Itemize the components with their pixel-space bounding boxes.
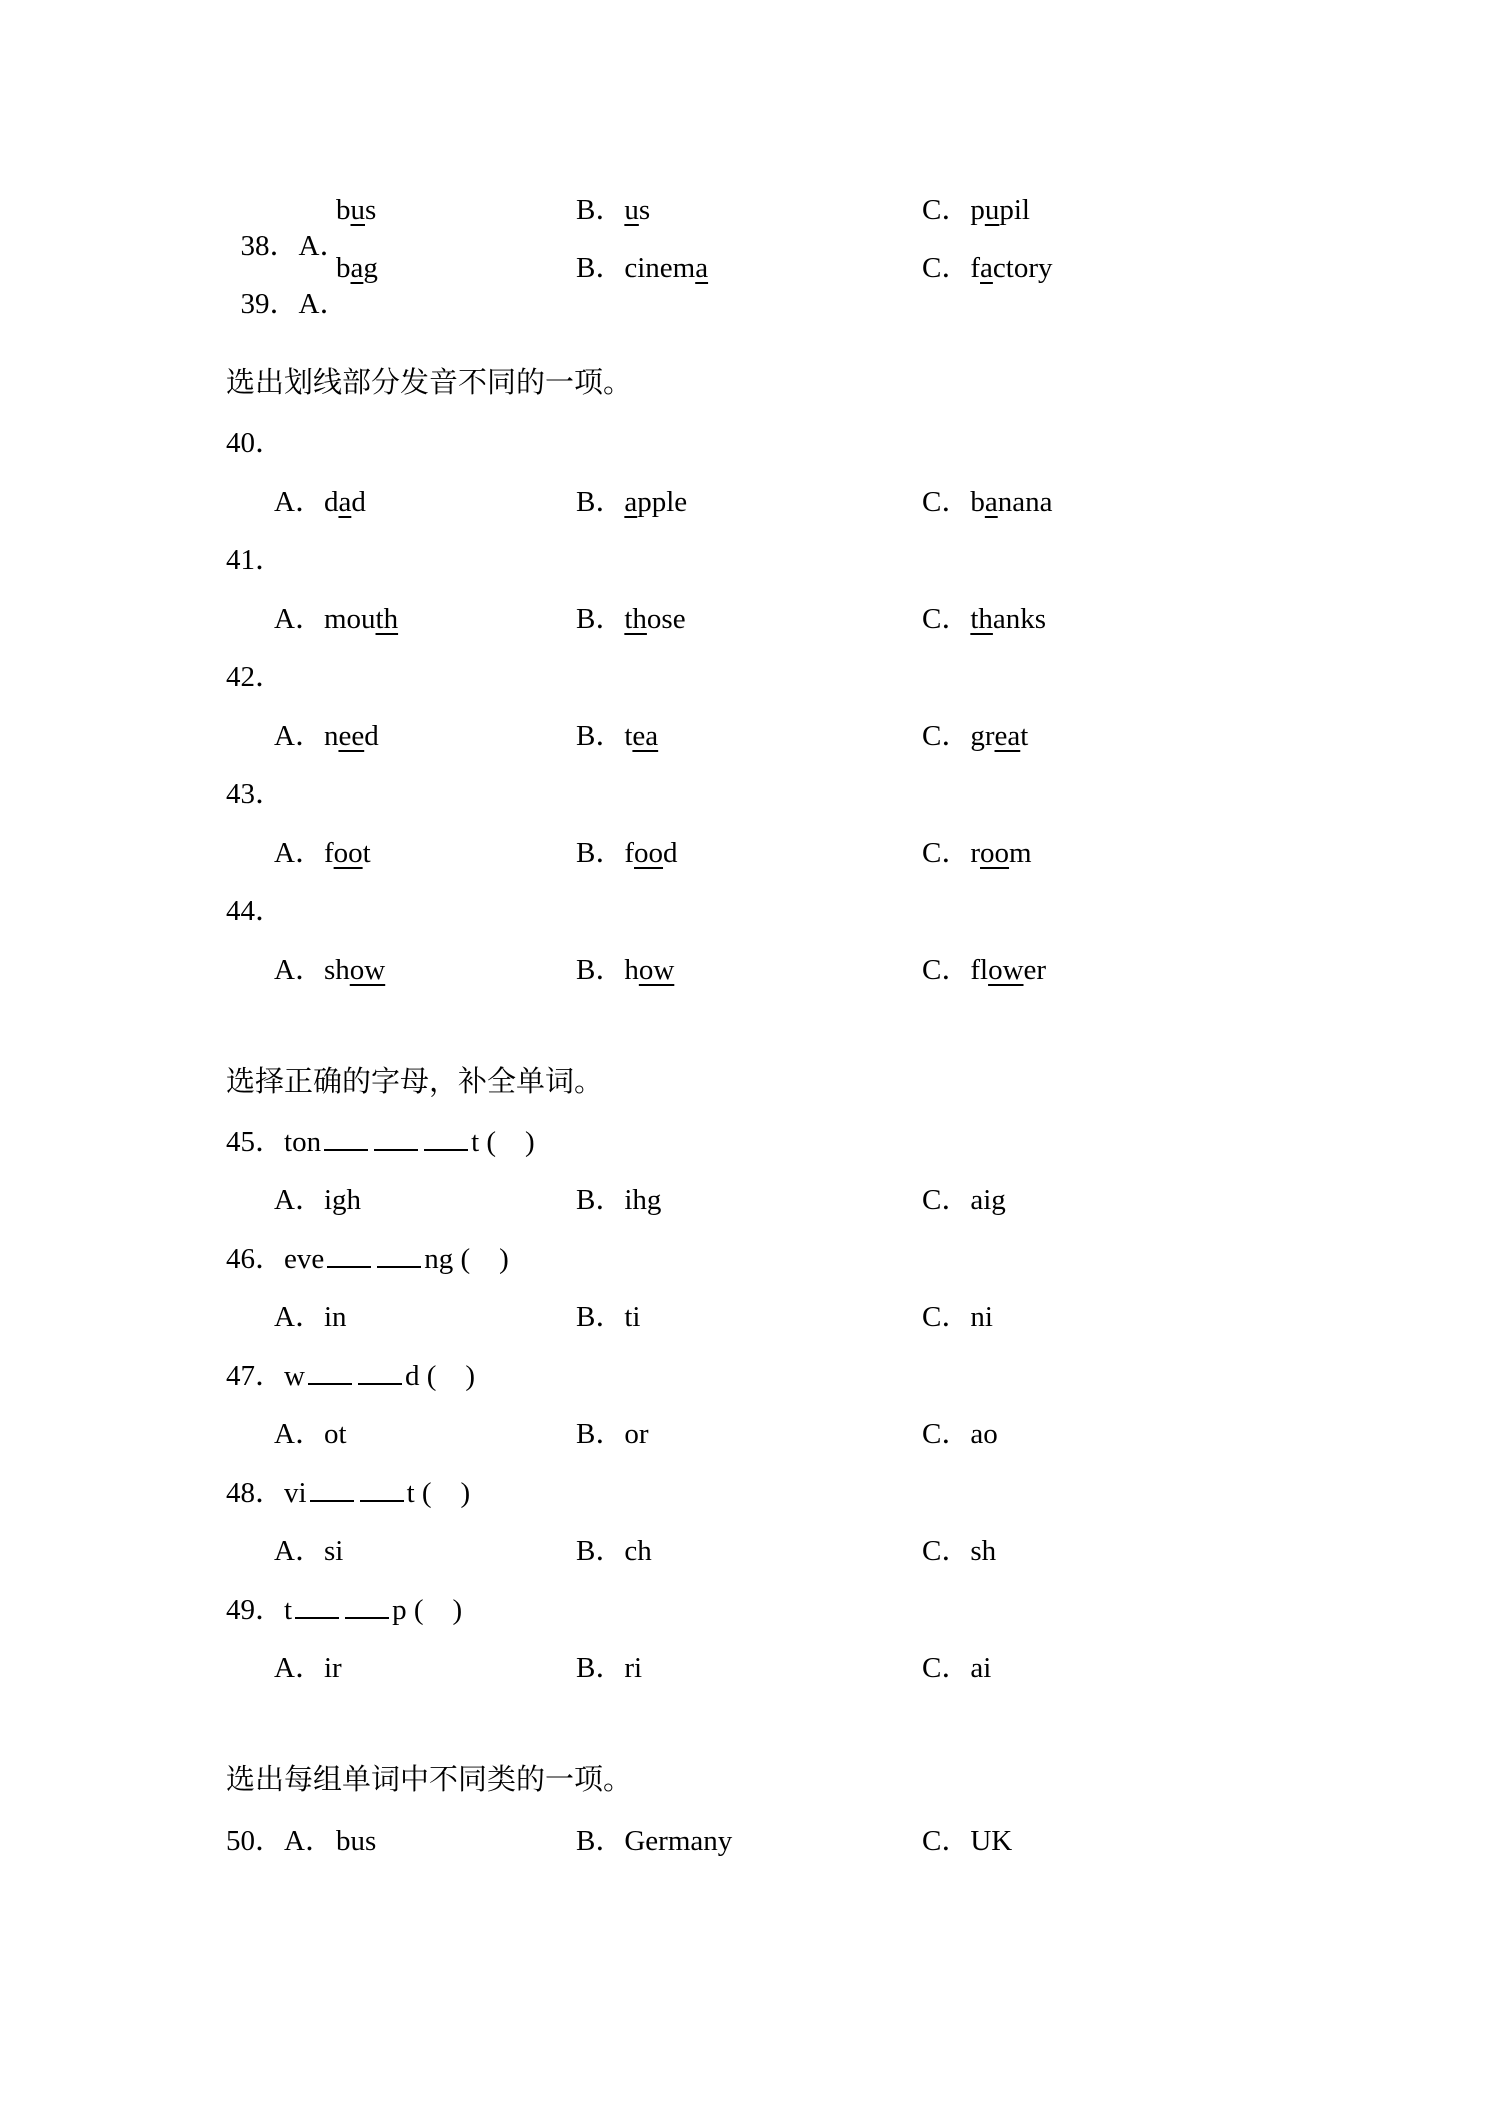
option-c-label: C． — [922, 603, 971, 635]
word-part: anks — [992, 603, 1047, 635]
underlined-part: ee — [338, 720, 365, 752]
option-b — [576, 1650, 642, 1686]
option-c-label: C． — [922, 837, 971, 869]
word-part: f — [624, 837, 635, 869]
word-part: ctory — [992, 252, 1053, 284]
word-part: b — [970, 486, 985, 518]
word-part: gr — [970, 720, 995, 752]
word-part: t — [1020, 720, 1029, 752]
option-c-label: C． — [922, 194, 971, 226]
option-c — [922, 192, 1030, 228]
underlined-part: u — [350, 194, 365, 226]
stem-text: ng — [424, 1243, 454, 1275]
word-part: f — [970, 252, 981, 284]
word-part: h — [624, 954, 639, 986]
question-46-stem — [226, 1240, 509, 1276]
stem-text: ton — [284, 1126, 322, 1158]
option-a — [274, 1182, 361, 1218]
option-a-label: A． — [274, 954, 324, 986]
option-c-label: C． — [922, 252, 971, 284]
option-c — [922, 1416, 998, 1452]
option-c-label: C． — [922, 1652, 971, 1684]
option-text: ir — [323, 1652, 342, 1684]
option-b-label: B． — [576, 486, 625, 518]
underlined-part: a — [984, 486, 998, 518]
option-a — [274, 601, 398, 637]
option-c — [922, 718, 1028, 754]
option-a-label: A． — [274, 1301, 324, 1333]
option-b — [576, 601, 686, 637]
option-b — [576, 484, 687, 520]
word-part: p — [970, 194, 985, 226]
question-number: 46． — [226, 1243, 285, 1275]
option-c — [922, 484, 1052, 520]
answer-paren: ( ) — [426, 1360, 476, 1392]
option-a-label: A． — [274, 720, 324, 752]
option-c-label: C． — [922, 1418, 971, 1450]
option-c — [922, 1823, 1012, 1859]
option-text: ihg — [624, 1184, 662, 1216]
option-a-label: A． — [298, 288, 349, 320]
blank — [374, 1123, 418, 1151]
option-b-label: B． — [576, 252, 625, 284]
stem-text: t — [284, 1594, 293, 1626]
stem-text: w — [284, 1360, 305, 1392]
stem-text: t — [471, 1126, 480, 1158]
option-b — [576, 718, 658, 754]
question-50 — [226, 1823, 334, 1859]
stem-text: p — [392, 1594, 407, 1626]
answer-paren: ( ) — [413, 1594, 463, 1626]
option-text: sh — [970, 1535, 997, 1567]
option-text: si — [323, 1535, 344, 1567]
underlined-part: oo — [634, 837, 664, 869]
word-part: d — [323, 486, 339, 518]
underlined-part: u — [624, 194, 639, 226]
stem-text: vi — [284, 1477, 307, 1509]
question-45-stem — [226, 1123, 535, 1159]
option-text: ch — [624, 1535, 652, 1567]
option-c — [922, 952, 1046, 988]
option-text: UK — [970, 1825, 1013, 1857]
question-number: 49． — [226, 1594, 285, 1626]
question-number: 42． — [226, 661, 285, 693]
blank — [358, 1357, 402, 1385]
word-part: b — [336, 252, 351, 284]
option-c-label: C． — [922, 720, 971, 752]
word-part: er — [1023, 954, 1047, 986]
word-part: n — [323, 720, 339, 752]
option-a-label: A． — [274, 837, 324, 869]
word-part: ose — [646, 603, 686, 635]
option-a — [336, 192, 376, 228]
blank — [377, 1240, 421, 1268]
word-part: d — [663, 837, 678, 869]
stem-text: eve — [284, 1243, 325, 1275]
option-b — [576, 952, 674, 988]
option-c — [922, 1299, 993, 1335]
underlined-part: ow — [638, 954, 675, 986]
underlined-part: oo — [980, 837, 1010, 869]
question-number: 40． — [226, 427, 285, 459]
option-b — [576, 1416, 649, 1452]
option-text: in — [323, 1301, 347, 1333]
option-a — [274, 835, 371, 871]
option-a — [274, 1299, 347, 1335]
question-number: 41． — [226, 544, 285, 576]
question-number: 44． — [226, 895, 285, 927]
option-c — [922, 250, 1052, 286]
option-a-label: A． — [274, 1535, 324, 1567]
underlined-part: ea — [632, 720, 659, 752]
option-a — [274, 718, 379, 754]
option-b — [576, 1823, 732, 1859]
word-part: sh — [323, 954, 350, 986]
question-number: 39． — [240, 288, 299, 320]
word-part: s — [638, 194, 651, 226]
option-b — [576, 192, 650, 228]
blank — [310, 1474, 354, 1502]
word-part: fl — [970, 954, 989, 986]
word-part: d — [364, 720, 379, 752]
option-b-label: B． — [576, 603, 625, 635]
word-part: s — [365, 194, 377, 226]
option-b-label: B． — [576, 1825, 625, 1857]
option-a-label: A． — [284, 1825, 334, 1857]
option-text: Germany — [624, 1825, 733, 1857]
underlined-part: ow — [349, 954, 386, 986]
option-b-label: B． — [576, 1652, 625, 1684]
underlined-part: a — [624, 486, 638, 518]
word-part: f — [323, 837, 334, 869]
question-47-stem — [226, 1357, 475, 1393]
question-number: 45． — [226, 1126, 285, 1158]
underlined-part: ea — [994, 720, 1021, 752]
underlined-part: a — [695, 252, 709, 284]
section-heading: 选择正确的字母，补全单词。 — [226, 1066, 604, 1098]
blank — [295, 1591, 339, 1619]
question-number: 47． — [226, 1360, 285, 1392]
word-part: d — [351, 486, 366, 518]
option-text: aig — [970, 1184, 1006, 1216]
option-b — [576, 1533, 652, 1569]
option-a-label: A． — [298, 230, 349, 262]
option-c — [922, 1182, 1006, 1218]
option-a-label: A． — [274, 603, 324, 635]
option-b — [576, 250, 708, 286]
question-49-stem — [226, 1591, 462, 1627]
stem-text: d — [404, 1360, 420, 1392]
word-part: pple — [637, 486, 688, 518]
blank — [308, 1357, 352, 1385]
option-b — [576, 1182, 661, 1218]
option-c-label: C． — [922, 1301, 971, 1333]
option-c — [922, 835, 1032, 871]
option-b — [576, 1299, 640, 1335]
blank — [424, 1123, 468, 1151]
word-part: t — [624, 720, 633, 752]
option-a-label: A． — [274, 486, 324, 518]
word-part: nana — [997, 486, 1053, 518]
option-text: ai — [970, 1652, 992, 1684]
stem-text: t — [406, 1477, 415, 1509]
option-b-label: B． — [576, 1535, 625, 1567]
option-b-label: B． — [576, 954, 625, 986]
underlined-part: ow — [988, 954, 1024, 986]
option-a-label: A． — [274, 1184, 324, 1216]
option-c — [922, 1650, 991, 1686]
option-a — [274, 1416, 347, 1452]
question-number: 48． — [226, 1477, 285, 1509]
question-number: 38． — [240, 230, 299, 262]
option-text: ri — [624, 1652, 643, 1684]
option-a — [274, 952, 385, 988]
option-b-label: B． — [576, 720, 625, 752]
underlined-part: th — [624, 603, 647, 635]
option-b-label: B． — [576, 1184, 625, 1216]
option-b-label: B． — [576, 837, 625, 869]
option-b-label: B． — [576, 1418, 625, 1450]
answer-paren: ( ) — [460, 1243, 509, 1275]
word-part: b — [336, 194, 351, 226]
underlined-part: a — [980, 252, 993, 284]
word-part: m — [1009, 837, 1032, 869]
option-c — [922, 1533, 996, 1569]
option-b — [576, 835, 678, 871]
option-text: ot — [323, 1418, 347, 1450]
blank — [324, 1123, 368, 1151]
option-c-label: C． — [922, 1535, 971, 1567]
question-48-stem — [226, 1474, 470, 1510]
question-38 — [226, 192, 349, 262]
option-c-label: C． — [922, 1184, 971, 1216]
underlined-part: u — [984, 194, 1000, 226]
option-c-label: C． — [922, 1825, 971, 1857]
option-b-label: B． — [576, 194, 625, 226]
section-heading: 选出每组单词中不同类的一项。 — [226, 1764, 633, 1796]
option-b-label: B． — [576, 1301, 625, 1333]
option-text: or — [624, 1418, 649, 1450]
question-number: 43． — [226, 778, 285, 810]
option-a: bus — [336, 1825, 377, 1857]
word-part: pil — [999, 194, 1030, 226]
word-part: cinem — [624, 252, 696, 284]
word-part: t — [362, 837, 371, 869]
question-number: 50． — [226, 1825, 285, 1857]
option-text: ni — [970, 1301, 993, 1333]
question-39 — [226, 250, 349, 320]
underlined-part: th — [970, 603, 993, 635]
option-a — [274, 484, 366, 520]
option-c — [922, 601, 1046, 637]
blank — [327, 1240, 371, 1268]
answer-paren: ( ) — [486, 1126, 535, 1158]
answer-paren: ( ) — [421, 1477, 471, 1509]
underlined-part: th — [375, 603, 399, 635]
word-part: mou — [323, 603, 376, 635]
underlined-part: a — [350, 252, 364, 284]
blank — [345, 1591, 389, 1619]
underlined-part: oo — [333, 837, 363, 869]
word-part: g — [363, 252, 378, 284]
section-heading: 选出划线部分发音不同的一项。 — [226, 367, 633, 399]
option-c-label: C． — [922, 954, 971, 986]
option-a — [274, 1650, 342, 1686]
option-a-label: A． — [274, 1652, 324, 1684]
option-text: ti — [624, 1301, 641, 1333]
blank — [360, 1474, 404, 1502]
word-part: r — [970, 837, 981, 869]
option-a — [274, 1533, 343, 1569]
option-text: igh — [323, 1184, 362, 1216]
option-text: ao — [970, 1418, 998, 1450]
option-c-label: C． — [922, 486, 971, 518]
option-a — [336, 250, 378, 286]
option-a-label: A． — [274, 1418, 324, 1450]
underlined-part: a — [338, 486, 352, 518]
